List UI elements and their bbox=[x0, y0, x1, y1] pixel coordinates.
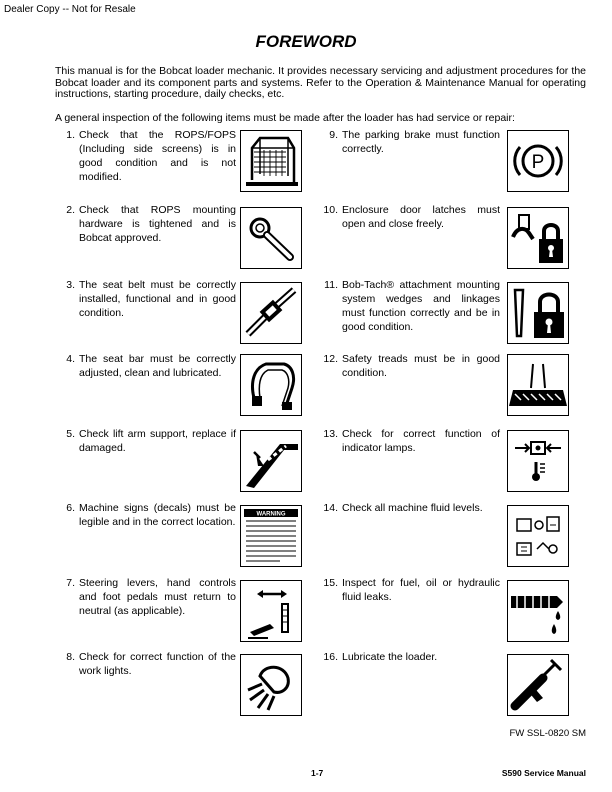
fluid-levels-icon bbox=[507, 505, 569, 567]
item-text: The parking brake must function correctly. bbox=[342, 129, 500, 155]
door-latch-lock-icon bbox=[507, 207, 569, 269]
document-code: FW SSL-0820 SM bbox=[509, 728, 586, 739]
item-number: 15. bbox=[323, 577, 338, 589]
item-text: Steering levers, hand controls and foot pedals must return to neutral (as applicable). bbox=[79, 577, 236, 617]
page-number: 1-7 bbox=[311, 768, 324, 778]
item-number: 12. bbox=[323, 353, 338, 365]
intro-paragraph: This manual is for the Bobcat loader mechanic. It provides necessary servicing and adjustment procedures for the Bobcat loader and its component parts and systems. Refer to the Operation & Maintenance Manual for operating instructions, starting procedure, daily checks, etc. bbox=[55, 65, 586, 101]
item-text: Check that the ROPS/FOPS (Including side screens) is in good condition and is not modified. bbox=[79, 129, 236, 183]
page-title: FOREWORD bbox=[255, 32, 357, 51]
item-text: Check for correct function of the work lights. bbox=[79, 651, 236, 677]
fluid-leak-icon bbox=[507, 580, 569, 642]
lift-arm-support-icon bbox=[240, 430, 302, 492]
item-text: The seat bar must be correctly adjusted, clean and lubricated. bbox=[79, 353, 236, 379]
item-number: 9. bbox=[329, 129, 338, 141]
item-text: Check for correct function of indicator lamps. bbox=[342, 428, 500, 454]
item-number: 5. bbox=[66, 428, 75, 440]
work-light-icon bbox=[240, 654, 302, 716]
item-text: Inspect for fuel, oil or hydraulic fluid leaks. bbox=[342, 577, 500, 603]
item-number: 8. bbox=[66, 651, 75, 663]
manual-name: S590 Service Manual bbox=[501, 768, 586, 778]
item-number: 2. bbox=[66, 204, 75, 216]
grease-gun-icon bbox=[507, 654, 569, 716]
item-number: 14. bbox=[323, 502, 338, 514]
item-text: Bob-Tach® attachment mounting system wedges and linkages must function correctly and be in good condition. bbox=[342, 279, 500, 333]
inspection-lead: A general inspection of the following items must be made after the loader has had service or repair: bbox=[55, 112, 515, 124]
item-text: Safety treads must be in good condition. bbox=[342, 353, 500, 379]
indicator-lamps-icon bbox=[507, 430, 569, 492]
parking-brake-icon bbox=[507, 130, 569, 192]
item-number: 11. bbox=[324, 279, 338, 291]
item-number: 4. bbox=[66, 353, 75, 365]
item-text: Enclosure door latches must open and close freely. bbox=[342, 204, 500, 230]
seat-bar-icon bbox=[240, 354, 302, 416]
item-number: 1. bbox=[66, 129, 75, 141]
wrench-icon bbox=[240, 207, 302, 269]
item-number: 7. bbox=[66, 577, 75, 589]
decal-warning-word: WARNING bbox=[256, 511, 286, 518]
svg-text:P: P bbox=[531, 152, 545, 173]
safety-tread-icon bbox=[507, 354, 569, 416]
item-text: Check lift arm support, replace if damaged. bbox=[79, 428, 236, 454]
item-text: Check that ROPS mounting hardware is tightened and is Bobcat approved. bbox=[79, 204, 236, 244]
item-number: 10. bbox=[323, 204, 338, 216]
item-text: The seat belt must be correctly installed, functional and in good condition. bbox=[79, 279, 236, 319]
seat-belt-icon bbox=[240, 282, 302, 344]
item-text: Machine signs (decals) must be legible and in the correct location. bbox=[79, 502, 236, 528]
warning-decal-icon bbox=[240, 505, 302, 567]
item-text: Check all machine fluid levels. bbox=[342, 502, 483, 514]
rops-cab-icon bbox=[240, 130, 302, 192]
item-text: Lubricate the loader. bbox=[342, 651, 438, 663]
bob-tach-lock-icon bbox=[507, 282, 569, 344]
watermark: Dealer Copy -- Not for Resale bbox=[4, 4, 136, 15]
item-number: 16. bbox=[323, 651, 338, 663]
item-number: 6. bbox=[66, 502, 75, 514]
item-number: 13. bbox=[323, 428, 338, 440]
item-number: 3. bbox=[66, 279, 75, 291]
controls-icon bbox=[240, 580, 302, 642]
